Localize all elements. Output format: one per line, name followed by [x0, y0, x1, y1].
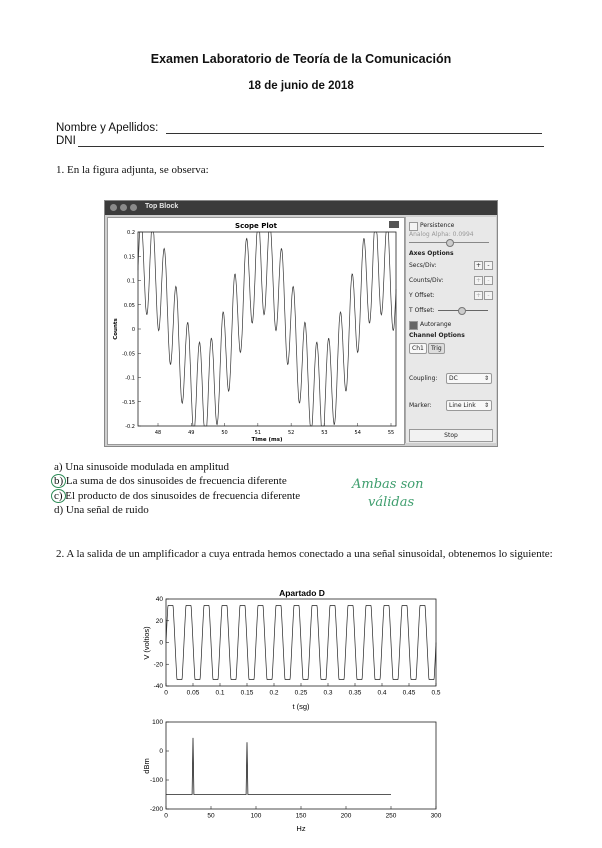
chart-d-xtick-label: 0.05 [186, 689, 200, 697]
scope-plot-title: Scope Plot [235, 222, 277, 230]
chart-s-ytick-label: -200 [149, 806, 163, 814]
scope-control-panel [405, 217, 496, 443]
answer-circle-c [51, 489, 66, 503]
secs-div-plus-button[interactable]: + [475, 262, 482, 269]
scope-ytick-label: -0.05 [122, 351, 135, 358]
chart-s-xtick-label: 0 [164, 812, 168, 820]
scope-ytick-label: -0.2 [125, 424, 135, 430]
option-b [54, 474, 300, 488]
chart-d-xtick-label: 0.15 [240, 689, 254, 697]
chevron-updown-icon: ⇕ [483, 375, 489, 382]
option-c [54, 489, 300, 503]
chart-s-xtick-label: 100 [250, 812, 262, 820]
tab-trig[interactable]: Trig [428, 343, 445, 354]
scope-title-bar [105, 201, 497, 215]
chart-d-title: Apartado D [279, 588, 325, 598]
chart-d-xtick-label: 0 [164, 689, 168, 697]
counts-div-plus-button[interactable]: + [475, 277, 482, 284]
option-d: d) Una señal de ruido [54, 503, 149, 516]
chart-d-ytick-label: 0 [159, 639, 163, 647]
chart-d-xtick-label: 0.2 [269, 689, 279, 697]
window-maximize-icon [130, 204, 137, 211]
y-offset-label: Y Offset: [409, 292, 435, 299]
chart-s-ytick-label: -100 [149, 777, 163, 785]
chart-s-xtick-label: 300 [430, 812, 442, 820]
window-minimize-icon [120, 204, 127, 211]
persistence-checkbox[interactable] [409, 222, 418, 231]
handwritten-note-line2: válidas [368, 495, 415, 510]
chart-s-ytick-label: 100 [152, 719, 163, 727]
handwritten-note [352, 476, 423, 512]
scope-xtick-label: 49 [188, 430, 195, 436]
chart-spectrum [142, 718, 452, 843]
chart-d-xtick-label: 0.35 [348, 689, 362, 697]
chart-d-ylabel: V (voltios) [142, 626, 151, 660]
scope-plot-svg [108, 218, 404, 444]
chart-d-ytick-label: 20 [155, 617, 163, 625]
chart-s-frame [166, 722, 436, 809]
scope-xlabel: Time (ms) [251, 437, 283, 443]
dni-field-label: DNI [56, 135, 76, 147]
scope-window-title: Top Block [145, 203, 179, 210]
exam-title: Examen Laboratorio de Teoría de la Comunicación [150, 52, 452, 66]
option-a: a) Una sinusoide modulada en amplitud [54, 461, 230, 473]
question-1-options [54, 460, 300, 517]
tab-ch1[interactable]: Ch1 [409, 343, 427, 354]
marker-value: Line Link [449, 402, 476, 409]
stop-button[interactable]: Stop [409, 429, 493, 442]
question-2-text: 2. A la salida de un amplificador a cuya entrada hemos conectado a una señal sinusoidal, obtenemos lo siguiente: [56, 548, 553, 560]
t-offset-slider-handle[interactable] [458, 307, 466, 315]
counts-div-label: Counts/Div: [409, 277, 444, 284]
scope-window [104, 200, 498, 447]
chart-d-ytick-label: -20 [153, 661, 163, 669]
chart-s-ylabel: dBm [142, 758, 151, 774]
scope-xtick-label: 51 [254, 430, 262, 436]
chart-d-xtick-label: 0.25 [294, 689, 308, 697]
chart-s-xtick-label: 150 [295, 812, 307, 820]
secs-div-minus-button[interactable]: - [484, 261, 493, 270]
y-offset-plus-button[interactable]: + [475, 292, 482, 299]
scope-xtick-label: 55 [387, 430, 395, 436]
coupling-label: Coupling: [409, 375, 438, 382]
chart-d-ytick-label: -40 [153, 683, 163, 691]
counts-div-minus-button[interactable]: - [484, 276, 493, 285]
chart-apartado-d [142, 585, 452, 715]
scope-xtick-label: 50 [221, 430, 228, 436]
chart-apartado-d-svg [142, 585, 452, 715]
chart-d-xtick-label: 0.3 [323, 689, 333, 697]
chevron-updown-icon: ⇕ [483, 402, 489, 409]
chart-d-series-line [166, 606, 436, 680]
axes-options-heading: Axes Options [409, 250, 454, 257]
chart-s-ytick-label: 0 [159, 748, 163, 756]
chart-d-xtick-label: 0.4 [377, 689, 387, 697]
analog-alpha-slider-handle[interactable] [446, 239, 454, 247]
marker-select[interactable] [446, 400, 492, 411]
y-offset-minus-button[interactable]: - [484, 291, 493, 300]
scope-plot-area [107, 217, 405, 445]
scope-signal-line [138, 232, 396, 426]
chart-d-xtick-label: 0.1 [215, 689, 225, 697]
chart-d-ytick-label: 40 [155, 596, 163, 604]
chart-s-xtick-label: 50 [207, 812, 215, 820]
scope-xtick-label: 53 [321, 430, 328, 436]
scope-xtick-label: 48 [154, 430, 162, 436]
coupling-select[interactable] [446, 373, 492, 384]
secs-div-label: Secs/Div: [409, 262, 437, 269]
persistence-label: Persistence [420, 222, 455, 229]
scope-xtick-label: 52 [287, 430, 295, 436]
chart-spectrum-svg [142, 718, 452, 843]
scope-ytick-label: 0.2 [127, 230, 135, 236]
scope-ylabel: Counts [113, 318, 119, 340]
scope-config-icon [389, 221, 399, 228]
channel-options-heading: Channel Options [409, 332, 465, 339]
exam-date: 18 de junio de 2018 [248, 80, 354, 92]
marker-label: Marker: [409, 402, 432, 409]
scope-ytick-label: 0.15 [123, 254, 135, 261]
option-c-text: c) El producto de dos sinusoides de frecuencia diferente [54, 489, 301, 502]
dni-field-line [78, 146, 544, 147]
chart-s-series-line [166, 738, 391, 795]
autorange-label: Autorange [420, 321, 452, 328]
name-field-line [166, 133, 542, 134]
scope-xtick-label: 54 [354, 430, 361, 436]
chart-s-xlabel: Hz [296, 824, 306, 833]
option-b-text: b) La suma de dos sinusoides de frecuencia diferente [54, 475, 287, 488]
chart-s-xtick-label: 250 [385, 812, 397, 820]
scope-ytick-label: 0.05 [123, 302, 135, 309]
window-close-icon [110, 204, 117, 211]
scope-ytick-label: 0 [131, 327, 135, 333]
name-field-label: Nombre y Apellidos: [56, 122, 159, 134]
scope-ytick-label: -0.1 [125, 375, 135, 382]
chart-d-xlabel: t (sg) [292, 702, 310, 711]
chart-d-xtick-label: 0.5 [431, 689, 441, 697]
analog-alpha-label: Analog Alpha: 0.0994 [409, 231, 474, 238]
question-1-text: 1. En la figura adjunta, se observa: [56, 164, 209, 176]
chart-s-xtick-label: 200 [340, 812, 352, 820]
chart-d-xtick-label: 0.45 [402, 689, 416, 697]
autorange-checkbox[interactable] [409, 321, 418, 330]
coupling-value: DC [449, 375, 458, 382]
scope-ytick-label: -0.15 [122, 399, 135, 406]
t-offset-label: T Offset: [409, 307, 435, 314]
handwritten-note-line1: Ambas son [352, 477, 424, 492]
scope-ytick-label: 0.1 [127, 278, 135, 285]
